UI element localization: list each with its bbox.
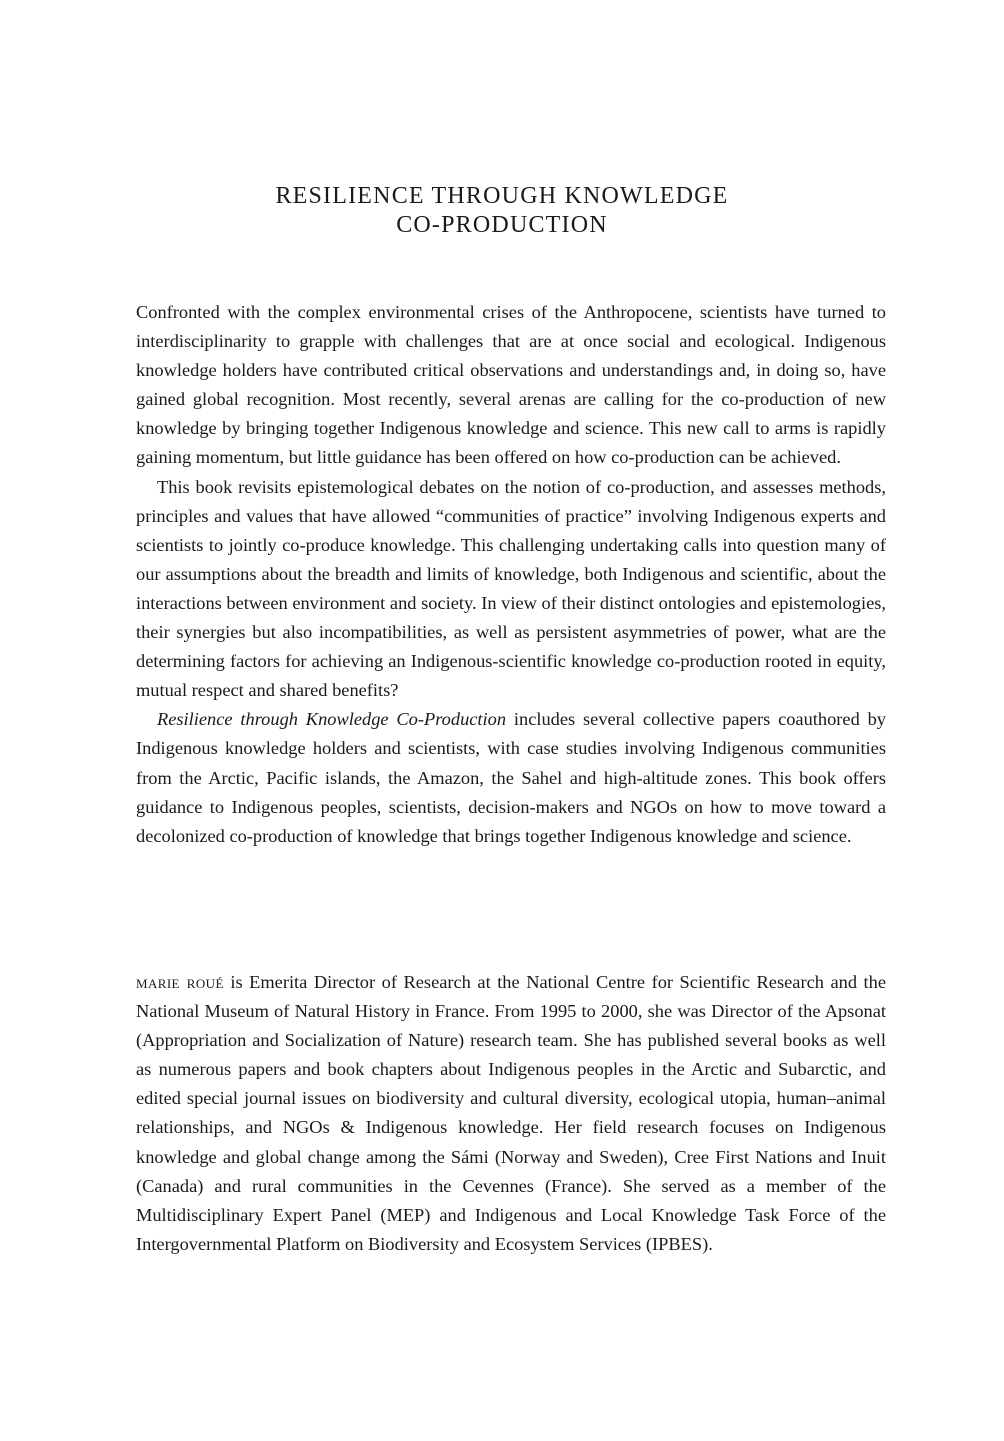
description-paragraph-3 bbox=[136, 705, 886, 850]
title-line-1: RESILIENCE THROUGH KNOWLEDGE bbox=[275, 183, 729, 209]
author-bio-paragraph bbox=[136, 968, 886, 1259]
description-paragraph-1: Confronted with the complex environmental crises of the Anthropocene, scientists have turned to interdisciplinarity to grapple with challenges that are at once social and ecological. Indigenous knowledge holders have contributed critical observations and understandings and, in doing so, have gained global recognition. Most recently, several arenas are calling for the co-production of new knowledge by bringing together Indigenous knowledge and science. This new call to arms is rapidly gaining momentum, but little guidance has been offered on how co-production can be achieved. bbox=[136, 302, 886, 468]
author-bio-text: is Emerita Director of Research at the National Centre for Scientific Research and the National Museum of Natural History in France. From 1995 to 2000, she was Director of the Apsonat (Appropriation and Socialization of Nature) research team. She has published several books as well as numerous papers and book chapters about Indigenous peoples in the Arctic and Subarctic, and edited special journal issues on biodiversity and cultural diversity, ecological utopia, human–animal relationships, and NGOs & Indigenous knowledge. Her field research focuses on Indigenous knowledge and global change among the Sámi (Norway and Sweden), Cree First Nations and Inuit (Canada) and rural communities in the Cevennes (France). She served as a member of the Multidisciplinary Expert Panel (MEP) and Indigenous and Local Knowledge Task Force of the Intergovernmental Platform on Biodiversity and Ecosystem Services (IPBES). bbox=[136, 972, 887, 1254]
book-title-italic: Resilience through Knowledge Co-Production bbox=[157, 709, 507, 730]
book-title bbox=[0, 182, 1004, 240]
author-name: marie roué bbox=[136, 972, 224, 992]
title-line-2: CO-PRODUCTION bbox=[396, 212, 608, 238]
book-description bbox=[136, 298, 886, 851]
author-bio bbox=[136, 968, 886, 1259]
description-paragraph-3-text: includes several collective papers coauthored by Indigenous knowledge holders and scientists, with case studies involving Indigenous communities from the Arctic, Pacific islands, the Amazon, the Sahel and high-altitude zones. This book offers guidance to Indigenous peoples, scientists, decision-makers and NGOs on how to move toward a decolonized co-production of knowledge that brings together Indigenous knowledge and science. bbox=[136, 709, 886, 846]
description-paragraph-2: This book revisits epistemological debates on the notion of co-production, and assesses methods, principles and values that have allowed “communities of practice” involving Indigenous experts and scientists to jointly co-produce knowledge. This challenging undertaking calls into question many of our assumptions about the breadth and limits of knowledge, both Indigenous and scientific, about the interactions between environment and society. In view of their distinct ontologies and epistemologies, their synergies but also incompatibilities, as well as persistent asymmetries of power, what are the determining factors for achieving an Indigenous-scientific knowledge co-production rooted in equity, mutual respect and shared benefits? bbox=[136, 476, 886, 701]
